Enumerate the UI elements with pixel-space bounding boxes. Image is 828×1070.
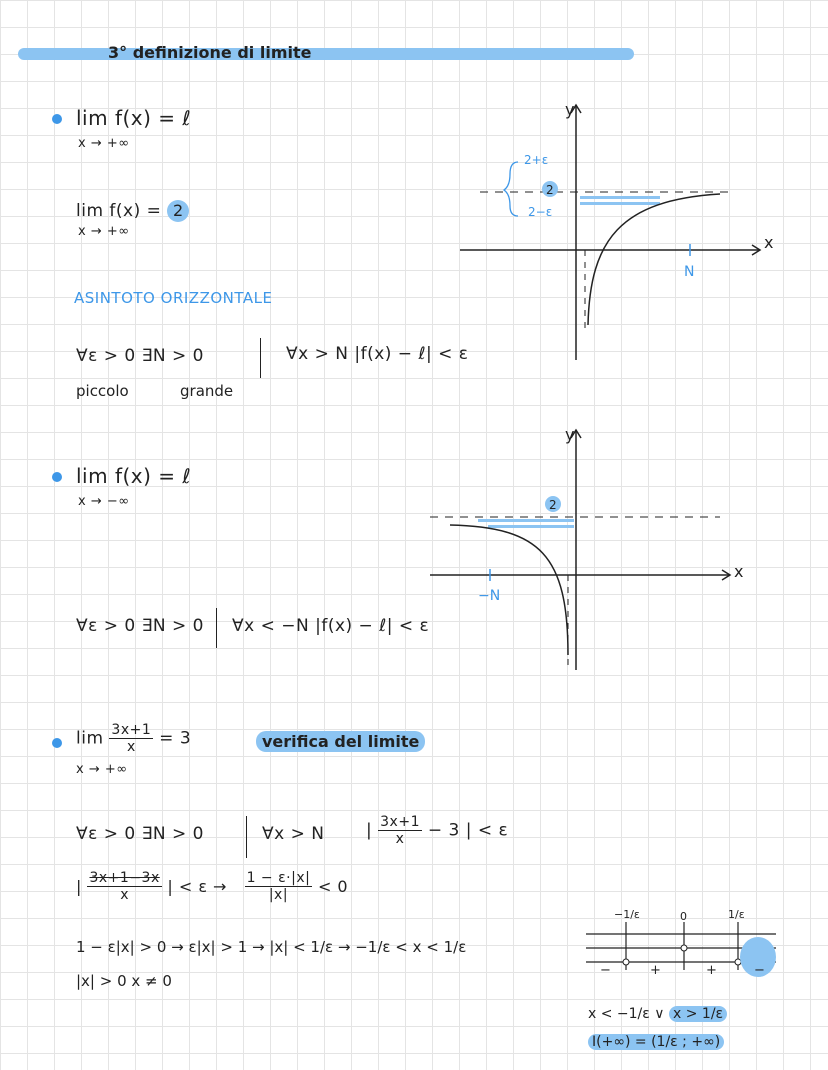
sign-result-1	[588, 1006, 727, 1022]
sign-chart-right-label: 1/ε	[728, 908, 745, 921]
graph-1-x-label: x	[764, 233, 774, 252]
lim-example-subscript: x → +∞	[78, 224, 130, 239]
step-1-tail: < ε →	[178, 877, 227, 896]
graph-2-x-label: x	[734, 562, 744, 581]
asymptote-label: ASINTOTO ORIZZONTALE	[74, 289, 273, 307]
definition-3-fraction	[378, 814, 422, 847]
step-3: |x| > 0 x ≠ 0	[76, 972, 172, 990]
bullet-2	[52, 472, 62, 482]
lim-example-3	[76, 722, 191, 755]
sign-result-2-text: I(+∞) = (1/ε ; +∞)	[588, 1034, 724, 1050]
sign-chart-sign-3: +	[706, 963, 717, 978]
lim-fraction-num: 3x+1	[111, 722, 152, 738]
step-1b-fraction-num: 1 − ε·|x|	[246, 870, 311, 886]
sign-result-1-text: x < −1/ε ∨	[588, 1006, 665, 1022]
lim-minus-inf-subscript: x → −∞	[78, 494, 130, 509]
bullet-3	[52, 738, 62, 748]
definition-2-part1: ∀ε > 0 ∃N > 0	[76, 616, 204, 636]
graph-2	[430, 425, 760, 675]
graph-1-lower-label: 2−ε	[528, 205, 553, 219]
page-title: 3° definizione di limite	[108, 43, 312, 62]
lim-plus-inf-definition: lim f(x) = ℓ	[76, 106, 192, 130]
lim-example	[76, 200, 189, 222]
sign-chart-left-label: −1/ε	[614, 908, 640, 921]
definition-3-fraction-num: 3x+1	[380, 814, 420, 830]
divider-2	[216, 608, 217, 648]
lim-word: lim	[76, 728, 104, 749]
lim-fraction	[109, 722, 153, 755]
step-1-fraction	[87, 870, 161, 903]
graph-1-n-label: N	[684, 264, 695, 280]
lim-eq: = 3	[159, 728, 192, 749]
lim-plus-inf-subscript: x → +∞	[78, 136, 130, 151]
graph-1-upper-label: 2+ε	[524, 153, 549, 167]
step-2: 1 − ε|x| > 0 → ε|x| > 1 → |x| < 1/ε → −1/ε < x < 1/ε	[76, 938, 467, 956]
step-1: | $\frac{3x+1-3x}{x}$ | < ε → $\frac{1 - \varepsilon\cdot|x|}{|x|}$ < 0	[76, 870, 349, 903]
bullet-1	[52, 114, 62, 124]
definition-2-part2: ∀x < −N |f(x) − ℓ| < ε	[232, 616, 430, 636]
lim-example-text: lim f(x) =	[76, 201, 162, 221]
step-1b-fraction-den: |x|	[268, 887, 289, 903]
lim-example-3-subscript: x → +∞	[76, 762, 128, 777]
graph-1-mid-label: 2	[546, 183, 554, 197]
divider-3	[246, 816, 247, 858]
step-1-fraction-den: x	[120, 887, 130, 903]
graph-1-y-label: y	[565, 100, 575, 119]
definition-3-tail: − 3 | < ε	[427, 820, 509, 841]
lim-fraction-den: x	[126, 739, 136, 755]
sign-chart-sign-4: −	[754, 963, 765, 978]
verify-tag: verifica del limite	[256, 731, 425, 752]
sign-result-1-highlight: x > 1/ε	[669, 1006, 727, 1022]
definition-1-part2: ∀x > N |f(x) − ℓ| < ε	[286, 344, 469, 364]
sign-chart	[586, 900, 786, 990]
graph-1	[460, 100, 790, 370]
note-small: piccolo	[76, 382, 129, 400]
divider-1	[260, 338, 261, 378]
note-large: grande	[180, 382, 234, 400]
graph-2-y-label: y	[565, 425, 575, 444]
graph-2-n-label: −N	[478, 588, 501, 604]
definition-3-fraction-den: x	[395, 831, 405, 847]
step-1b-tail: < 0	[317, 877, 349, 896]
lim-example-value: 2	[167, 200, 189, 222]
definition-3-part3: | $\frac{3x+1}{x}$ − 3 | < ε	[366, 814, 509, 847]
sign-result-2	[588, 1034, 724, 1050]
definition-1-part1: ∀ε > 0 ∃N > 0	[76, 346, 204, 366]
sign-chart-sign-2: +	[650, 963, 661, 978]
definition-3-part1: ∀ε > 0 ∃N > 0	[76, 824, 204, 844]
lim-minus-inf-definition: lim f(x) = ℓ	[76, 464, 192, 488]
graph-2-mid-label: 2	[549, 498, 557, 512]
definition-3-part2: ∀x > N	[262, 824, 325, 844]
step-1b-fraction	[245, 870, 313, 903]
sign-chart-sign-1: −	[600, 963, 611, 978]
step-1-fraction-num: 3x+1−3x	[89, 870, 160, 886]
sign-chart-mid-label: 0	[680, 910, 687, 923]
